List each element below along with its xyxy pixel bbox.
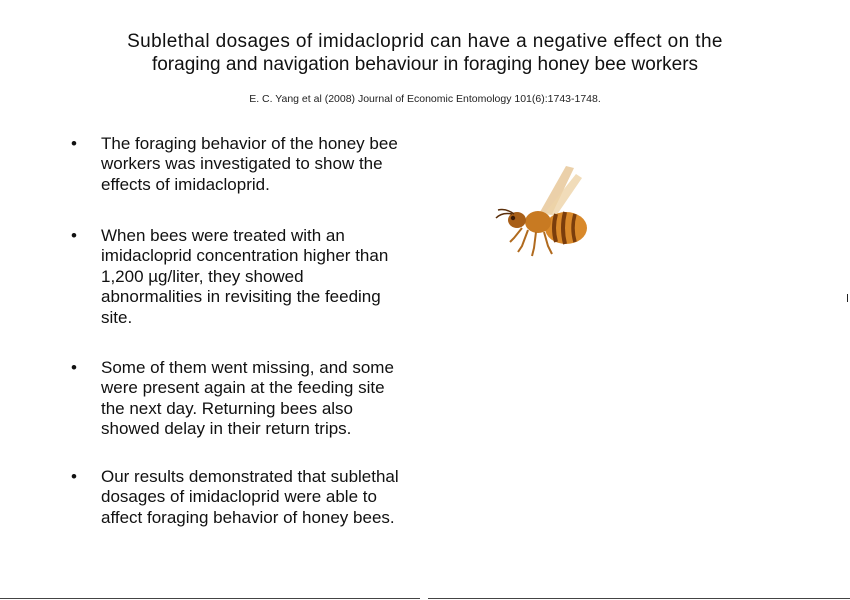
- bullet-item: [71, 358, 431, 440]
- honey-bee-icon: [492, 160, 592, 260]
- bullet-text: The foraging behavior of the honey bee workers was investigated to show the effects of imidacloprid.: [101, 134, 398, 194]
- bullet-item: [71, 226, 431, 328]
- title-line-1: Sublethal dosages of imidacloprid can have a negative effect on the: [127, 31, 723, 52]
- bullet-dot: •: [71, 226, 77, 245]
- title-line-2: foraging and navigation behaviour in foraging honey bee workers: [151, 54, 699, 75]
- bullet-item: [71, 467, 431, 528]
- bottom-rule-left: [0, 598, 420, 599]
- edge-mark: [847, 294, 848, 302]
- bullet-text: Some of them went missing, and some were present again at the feeding site the next day. Returning bees also showed delay in their return trips.: [101, 358, 394, 439]
- bullet-dot: •: [71, 358, 77, 377]
- bullet-text: When bees were treated with an imidacloprid concentration higher than 1,200 µg/liter, they showed abnormalities in revisiting the feeding site.: [101, 226, 389, 327]
- citation: E. C. Yang et al (2008) Journal of Economic Entomology 101(6):1743-1748.: [249, 93, 601, 105]
- slide-title: [60, 30, 790, 76]
- bullet-item: [71, 134, 431, 195]
- bottom-rule-right: [428, 598, 850, 599]
- bullet-dot: •: [71, 467, 77, 486]
- bullet-text: Our results demonstrated that sublethal dosages of imidacloprid were able to affect foraging behavior of honey bees.: [101, 467, 399, 527]
- bullet-dot: •: [71, 134, 77, 153]
